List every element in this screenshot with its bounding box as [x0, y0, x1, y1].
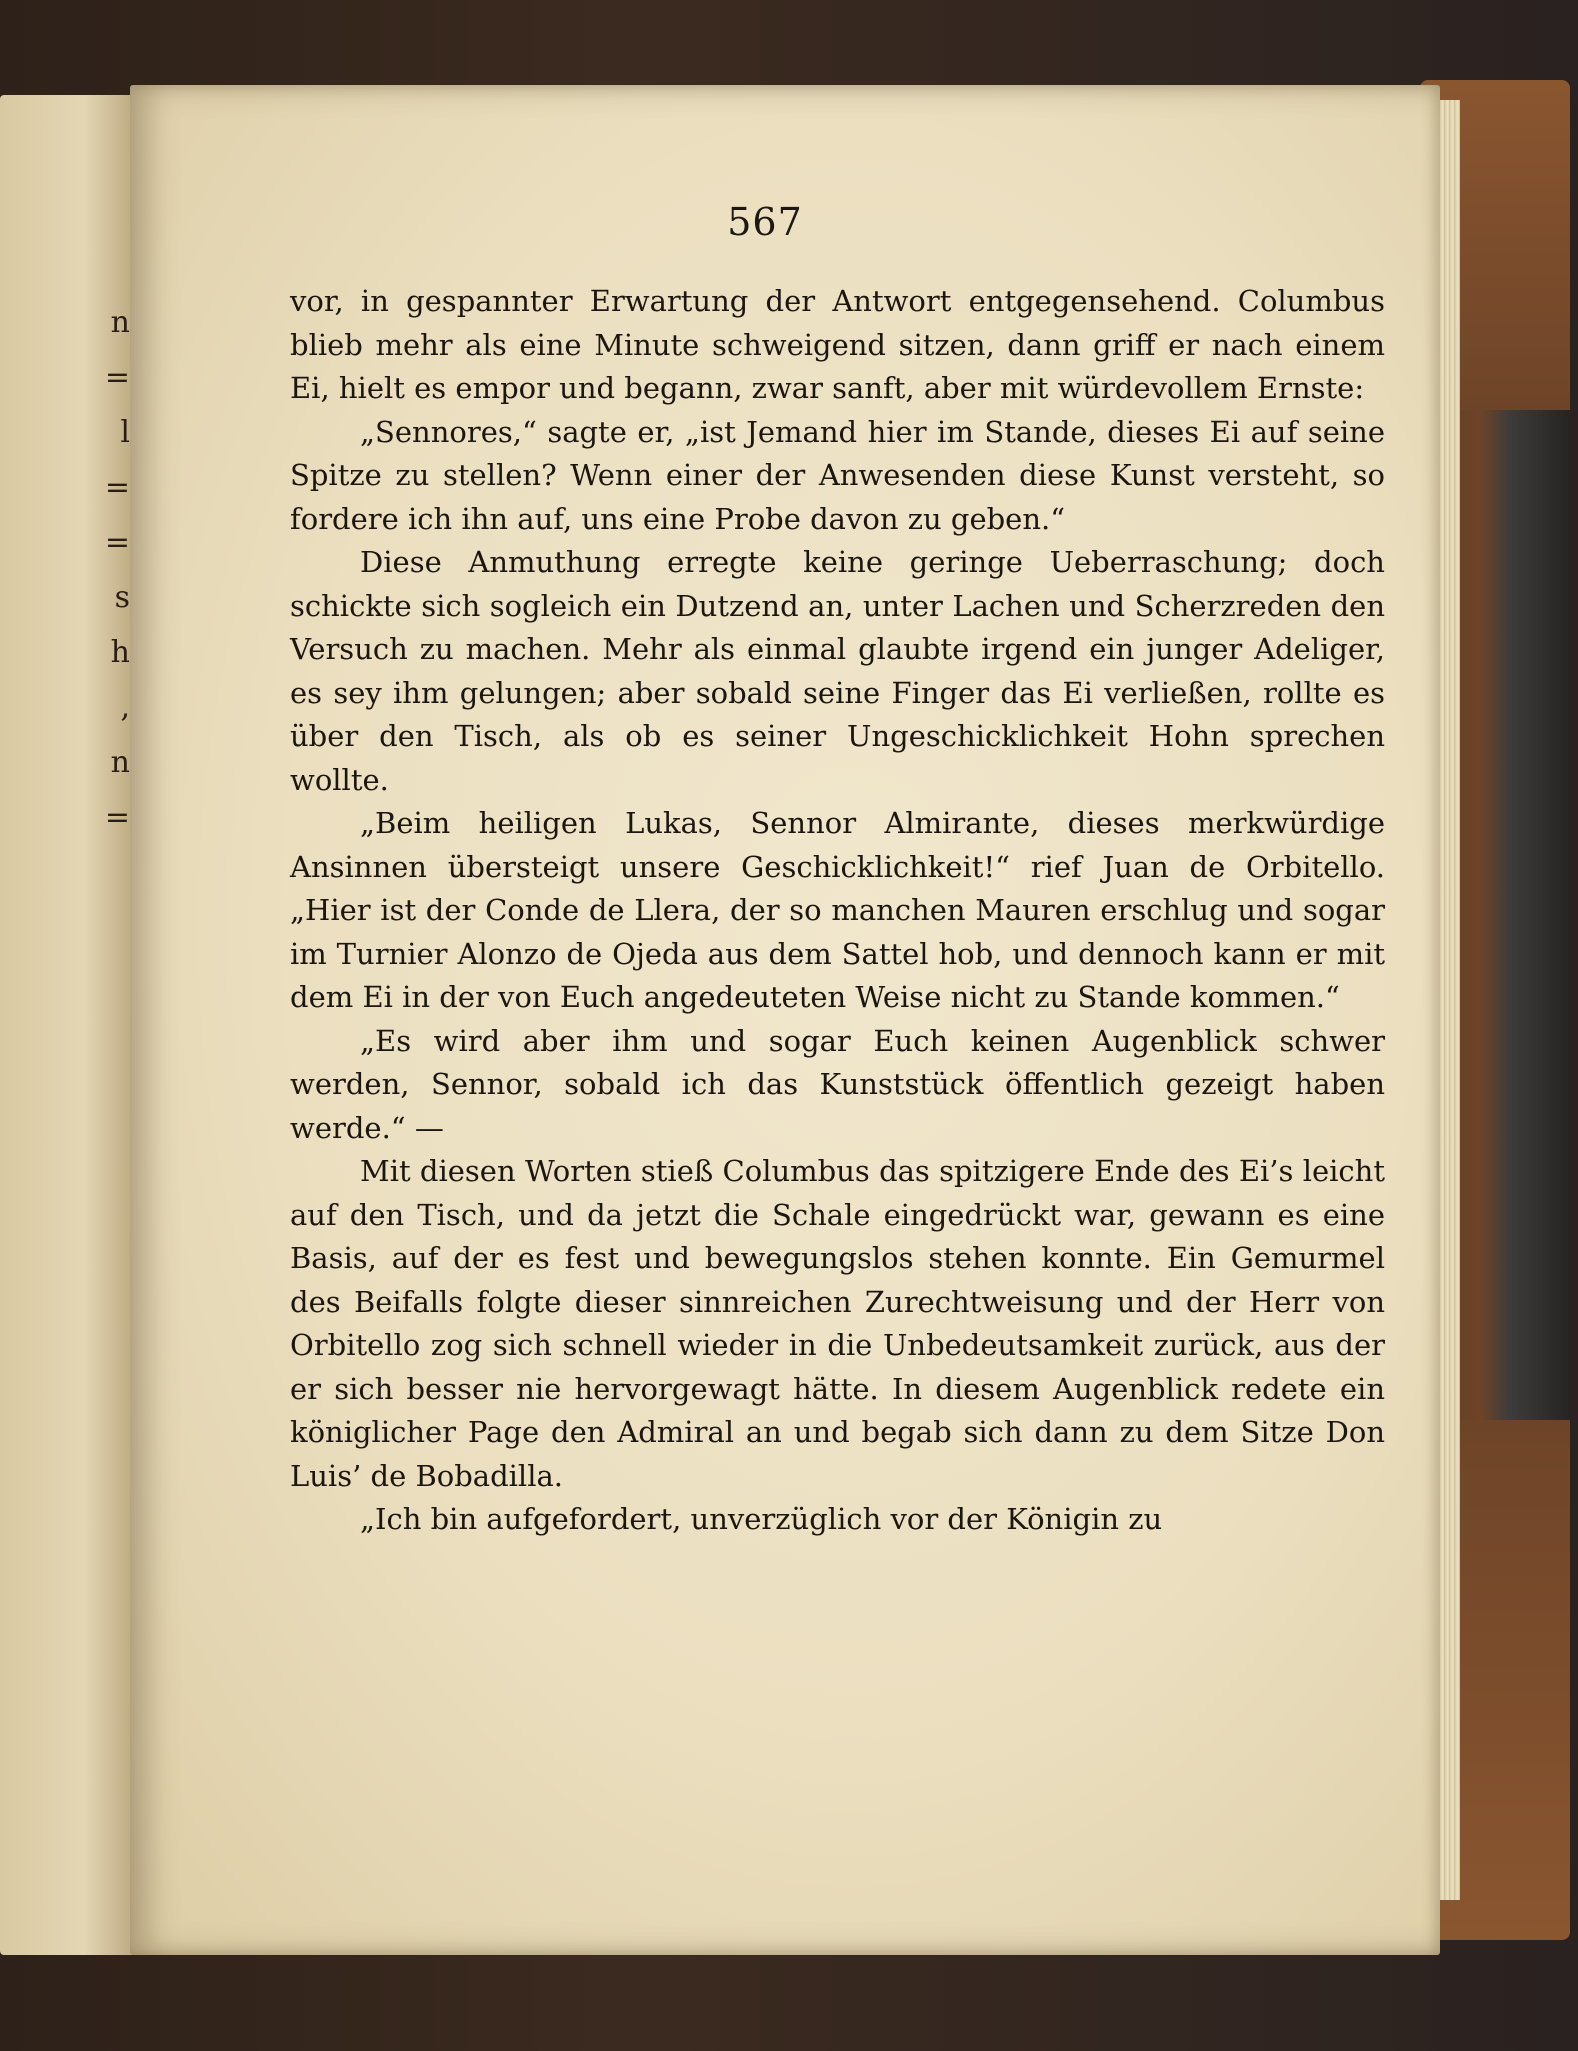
- paragraph: „Es wird aber ihm und sogar Euch keinen Augenblick schwer werden, Sennor, sobald ich das Kunststück öffentlich gezeigt haben werde.“ —: [290, 1023, 1385, 1145]
- paragraph: Mit diesen Worten stieß Columbus das spitzigere Ende des Ei’s leicht auf den Tisch, und da jetzt die Schale eingedrückt war, gewann es eine Basis, auf der es fest und bewegungslos stehen konnte. Ein Gemurmel des Beifalls folgte dieser sinnreichen Zurechtweisung und der Herr von Orbitello zog sich schnell wieder in die Unbedeutsamkeit zurück, aus der er sich besser nie hervorgewagt hätte. In diesem Augenblick redete ein königlicher Page den Admiral an und begab sich dann zu dem Sitze Don Luis’ de Bobadilla.: [290, 1154, 1385, 1493]
- edge-glyph: ,: [120, 690, 130, 725]
- left-page-glyphs: [100, 295, 130, 895]
- paragraph: „Sennores,“ sagte er, „ist Jemand hier im Stande, dieses Ei auf seine Spitze zu stellen? Wenn einer der Anwesenden diese Kunst versteht, so fordere ich ihn auf, uns eine Probe davon zu geben.“: [290, 414, 1385, 536]
- page-number: 567: [727, 200, 803, 244]
- edge-glyph: =: [104, 800, 130, 835]
- edge-glyph: h: [110, 635, 130, 670]
- paragraph: Diese Anmuthung erregte keine geringe Ueberraschung; doch schickte sich sogleich ein Dutzend an, unter Lachen und Scherzreden den Versuch zu machen. Mehr als einmal glaubte irgend ein junger Adeliger, es sey ihm gelungen; aber sobald seine Finger das Ei verließen, rollte es über den Tisch, als ob es seiner Ungeschicklichkeit Hohn sprechen wollte.: [290, 545, 1385, 797]
- edge-glyph: =: [104, 525, 130, 560]
- paragraph: vor, in gespannter Erwartung der Antwort entgegensehend. Columbus blieb mehr als eine Minute schweigend sitzen, dann griff er nach einem Ei, hielt es empor und begann, zwar sanft, aber mit würdevollem Ernste:: [290, 284, 1385, 405]
- edge-glyph: =: [104, 470, 130, 505]
- edge-glyph: n: [110, 305, 130, 340]
- page-text: [290, 280, 1385, 1542]
- left-page-edge: [0, 95, 140, 1955]
- edge-glyph: =: [104, 360, 130, 395]
- edge-glyph: l: [120, 415, 130, 450]
- book-page: [130, 85, 1440, 1955]
- edge-glyph: n: [110, 745, 130, 780]
- paragraph: „Ich bin aufgefordert, unverzüglich vor der Königin zu: [360, 1502, 1163, 1536]
- edge-glyph: s: [114, 580, 130, 615]
- paragraph: „Beim heiligen Lukas, Sennor Almirante, dieses merkwürdige Ansinnen übersteigt unsere Geschicklichkeit!“ rief Juan de Orbitello. „Hier ist der Conde de Llera, der so manchen Mauren erschlug und sogar im Turnier Alonzo de Ojeda aus dem Sattel hob, und dennoch kann er mit dem Ei in der von Euch angedeuteten Weise nicht zu Stande kommen.“: [290, 806, 1385, 1014]
